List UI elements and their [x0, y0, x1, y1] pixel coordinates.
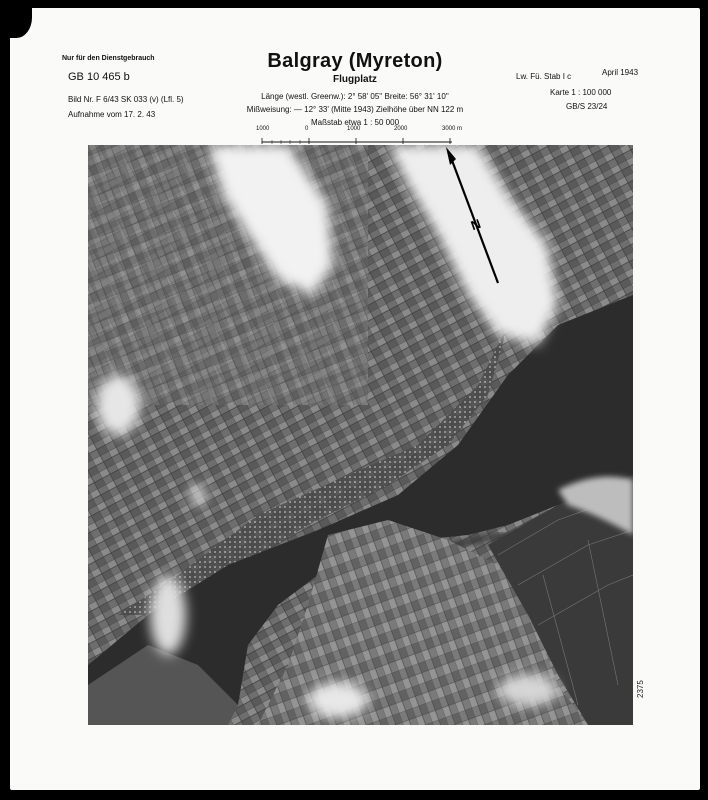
map-subtitle: Flugplatz — [333, 74, 377, 85]
scale-tick-label: 0 — [305, 126, 309, 132]
aerial-photograph — [88, 145, 633, 725]
scale-tick-label: 3000 m — [442, 126, 463, 132]
date-label: April 1943 — [602, 68, 639, 77]
scale-bar — [260, 132, 456, 144]
karte-label: Karte 1 : 100 000 — [550, 88, 612, 97]
aufnahme-date: Aufnahme vom 17. 2. 43 — [68, 110, 156, 119]
scale-text: Maßstab etwa 1 : 50 000 — [310, 118, 400, 127]
scale-tick-label: 1000 — [256, 126, 270, 132]
unit-label: Lw. Fü. Stab I c — [516, 72, 572, 81]
declination: Mißweisung: — 12° 33' (Mitte 1943) Zielhöhe über NN 122 m — [246, 105, 464, 114]
scale-tick-label: 1000 — [347, 126, 361, 132]
bild-number: Bild Nr. F 6/43 SK 033 (v) (Lfl. 5) — [68, 95, 184, 104]
north-label: N — [468, 215, 483, 234]
sheet-corner-tear — [6, 4, 32, 38]
coordinates: Länge (westl. Greenw.): 2° 58' 05'' Breite: 56° 31' 10'' — [261, 92, 449, 101]
scale-tick-label: 2000 — [394, 126, 408, 132]
restriction-label: Nur für den Dienstgebrauch — [62, 55, 155, 62]
map-sheet — [10, 8, 700, 790]
frame-number: 2375 — [636, 680, 645, 698]
gbs-label: GB/S 23/24 — [566, 102, 608, 111]
gb-number: GB 10 465 b — [68, 71, 130, 83]
map-title: Balgray (Myreton) — [267, 50, 443, 72]
